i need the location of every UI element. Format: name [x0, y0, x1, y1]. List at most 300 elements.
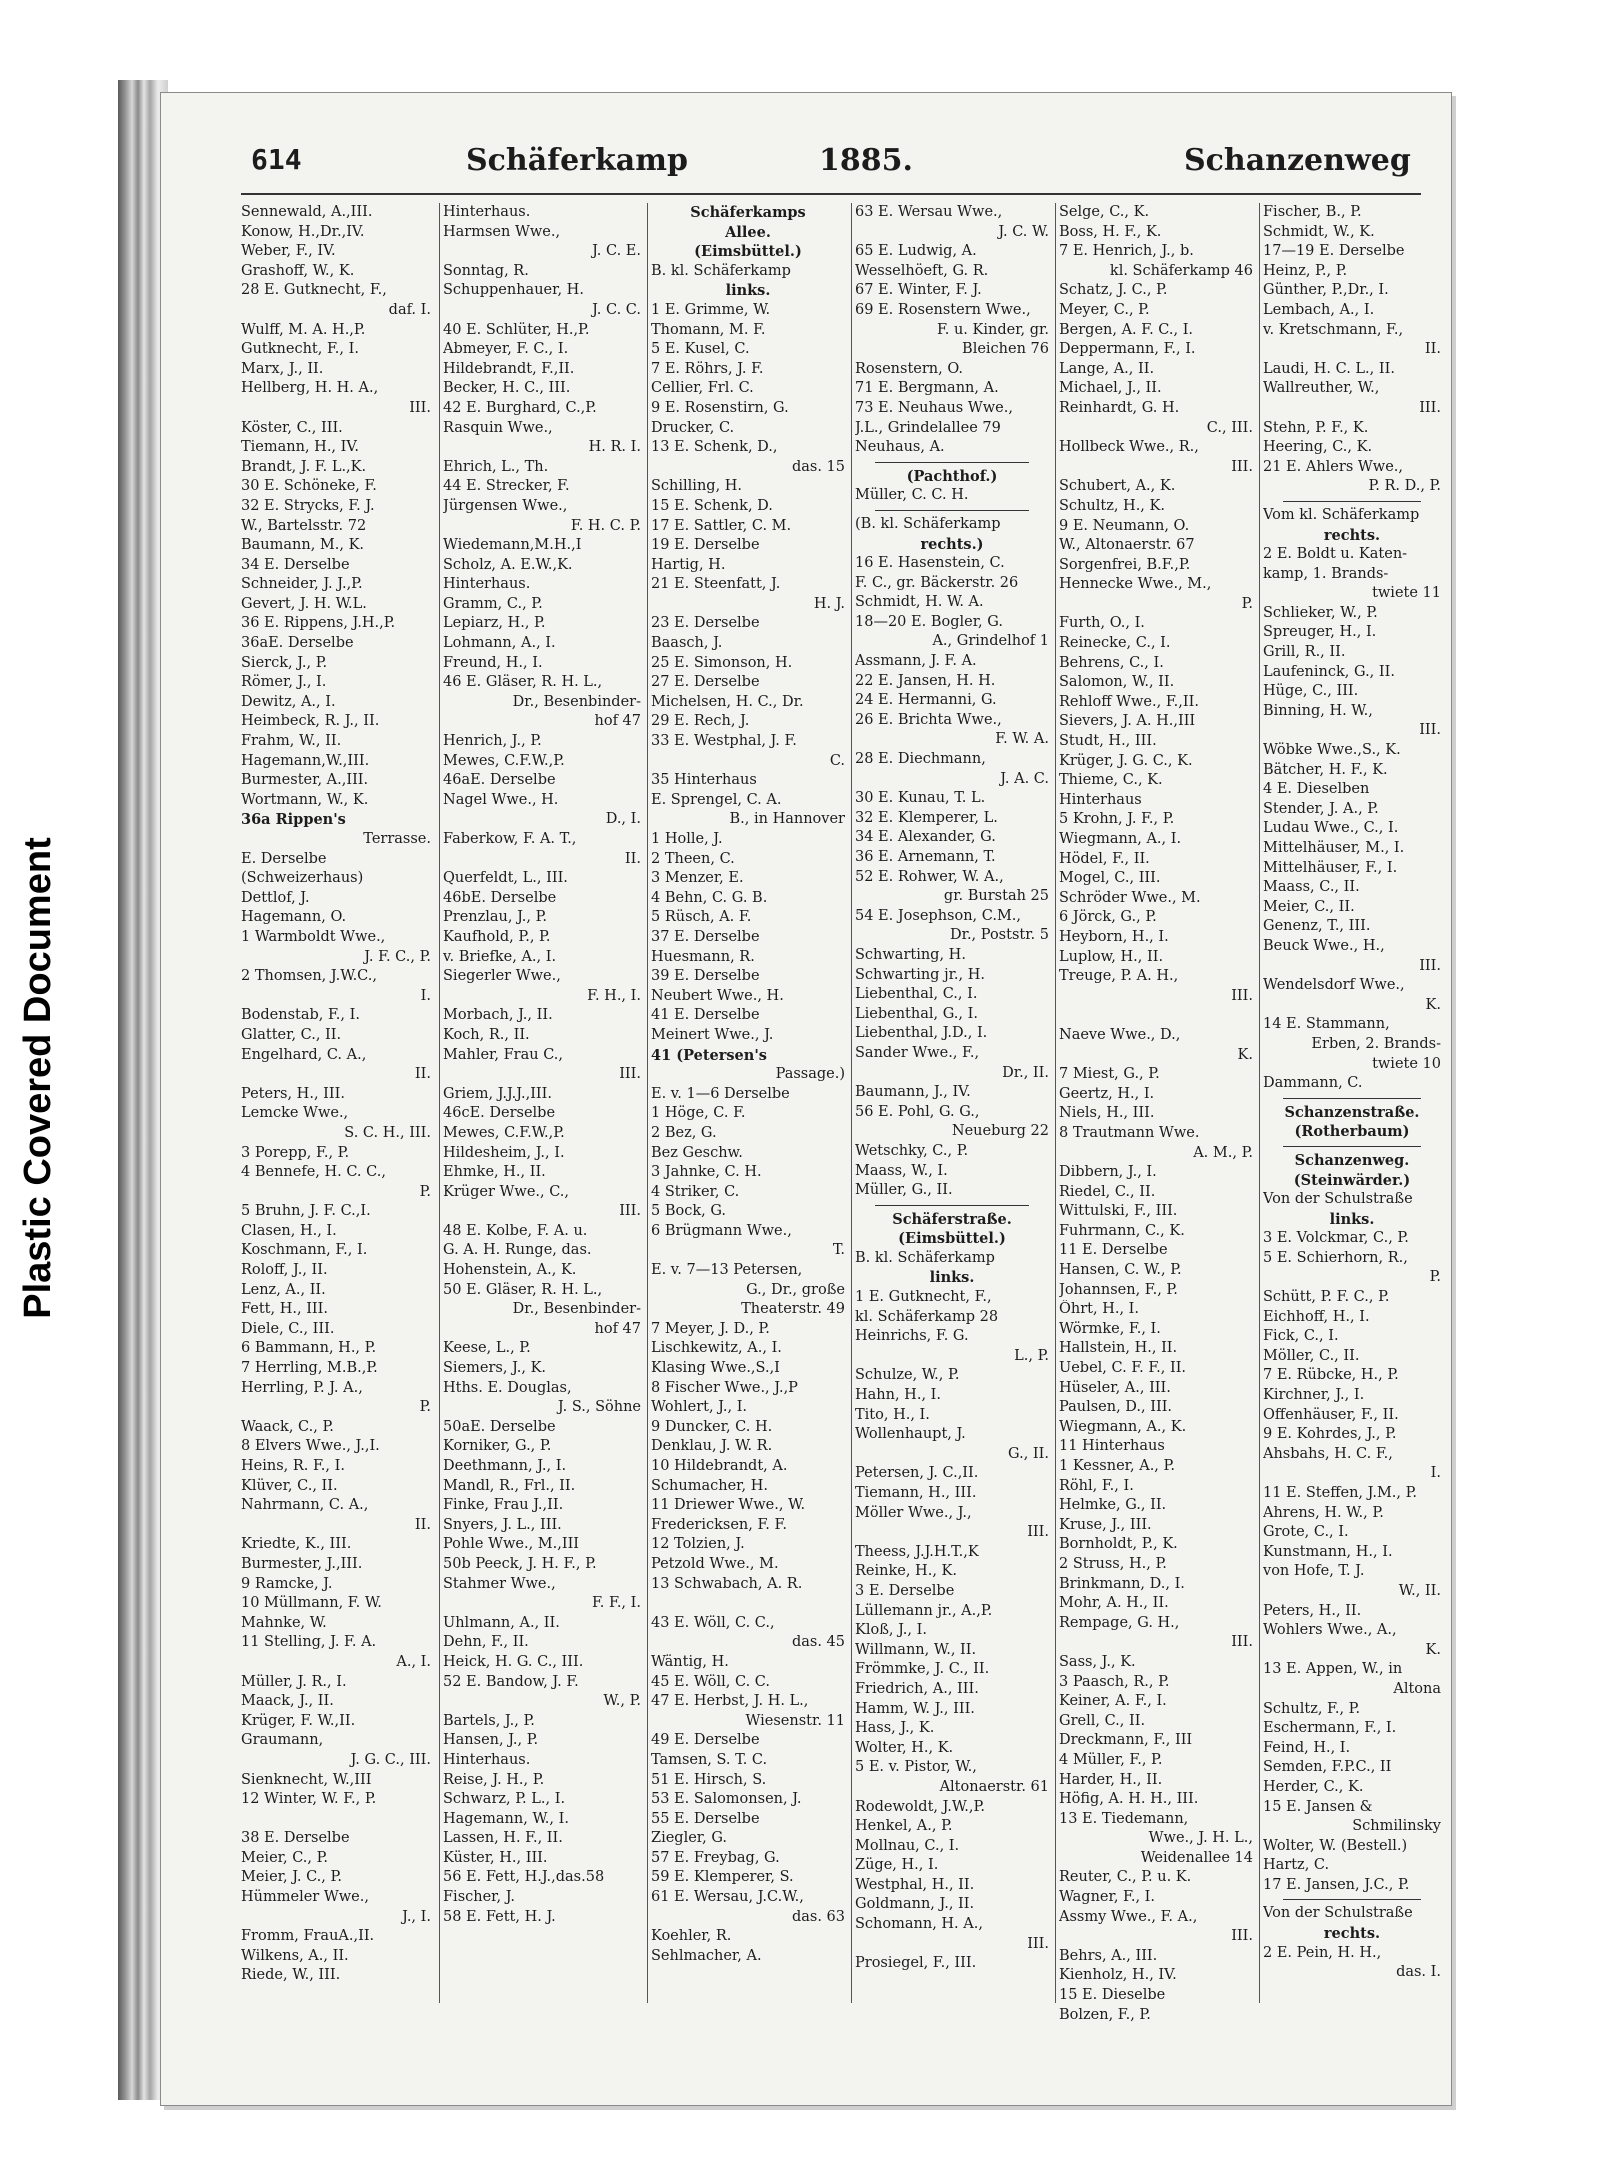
directory-entry: Fromm, FrauA.,II. [241, 1928, 375, 1945]
directory-entry: Weidenallee 14 [1140, 1849, 1253, 1866]
directory-entry: Michelsen, H. C., Dr. [651, 693, 804, 710]
directory-entry: Koschmann, F., I. [241, 1242, 368, 1259]
directory-entry: 47 E. Herbst, J. H. L., [651, 1693, 809, 1710]
directory-entry: Niels, H., III. [1059, 1105, 1155, 1122]
directory-entry: Züge, H., I. [855, 1857, 939, 1874]
directory-entry: 3 Menzer, E. [651, 870, 744, 887]
directory-entry: 46aE. Derselbe [443, 772, 556, 789]
directory-entry: Stahmer Wwe., [443, 1575, 556, 1592]
directory-entry: Drucker, C. [651, 419, 735, 436]
directory-entry: Schmidt, H. W. A. [855, 594, 984, 611]
directory-entry: 1 Höge, C. F. [651, 1105, 746, 1122]
directory-entry: H. R. I. [588, 439, 641, 456]
directory-entry: W., P. [603, 1693, 641, 1710]
directory-entry: III. [1419, 722, 1441, 739]
directory-entry: Jürgensen Wwe., [443, 497, 568, 514]
directory-entry: III. [619, 1066, 641, 1083]
directory-entry: 50aE. Derselbe [443, 1418, 556, 1435]
directory-entry: Ahrens, H. W., P. [1263, 1504, 1384, 1521]
directory-entry: 46cE. Derselbe [443, 1105, 556, 1122]
directory-entry: Genenz, T., III. [1263, 918, 1371, 935]
directory-entry: G. A. H. Runge, das. [443, 1242, 592, 1259]
directory-entry: Lepiarz, H., P. [443, 615, 546, 632]
directory-entry: Friedrich, A., III. [855, 1680, 979, 1697]
directory-entry: Wohlers Wwe., A., [1263, 1622, 1397, 1639]
directory-entry: K. [1425, 1641, 1441, 1658]
directory-column-6 [1263, 203, 1441, 2055]
directory-entry: Boss, H. F., K. [1059, 223, 1162, 240]
directory-entry: P. [1429, 1269, 1441, 1286]
directory-entry: Finke, Frau J.,II. [443, 1497, 564, 1514]
directory-entry: 17 E. Jansen, J.C., P. [1263, 1876, 1410, 1893]
directory-entry: Maass, C., II. [1263, 879, 1360, 896]
directory-entry: Thomann, M. F. [651, 321, 766, 338]
directory-entry: P. R. D., P. [1368, 478, 1441, 495]
directory-entry: Lembach, A., I. [1263, 301, 1375, 318]
directory-entry: Wendelsdorf Wwe., [1263, 977, 1405, 994]
directory-entry: 51 E. Hirsch, S. [651, 1771, 767, 1788]
directory-entry: Gevert, J. H. W.L. [241, 595, 367, 612]
directory-entry: Hass, J., K. [855, 1720, 935, 1737]
directory-entry: Wörmke, F., I. [1059, 1320, 1161, 1337]
directory-entry: 23 E. Derselbe [651, 615, 760, 632]
directory-entry: 1 E. Gutknecht, F., [855, 1289, 992, 1306]
directory-entry: Brinkmann, D., I. [1059, 1575, 1185, 1592]
directory-entry: Hennecke Wwe., M., [1059, 576, 1212, 593]
directory-entry: 8 Elvers Wwe., J.,I. [241, 1438, 380, 1455]
directory-entry: Clasen, H., I. [241, 1222, 337, 1239]
directory-entry: Hinterhaus. [443, 204, 531, 220]
directory-entry: Hümmeler Wwe., [241, 1889, 369, 1906]
directory-entry: 30 E. Schöneke, F. [241, 478, 377, 495]
directory-entry: hof 47 [594, 1320, 641, 1337]
directory-entry: Altona [1393, 1680, 1441, 1697]
header-rule [241, 193, 1421, 195]
directory-entry: 53 E. Salomonsen, J. [651, 1791, 802, 1808]
directory-entry: Bez Geschw. [651, 1144, 743, 1161]
directory-entry: Hansen, J., P. [443, 1732, 539, 1749]
directory-entry: 12 Tolzien, J. [651, 1536, 745, 1553]
directory-entry: Geertz, H., I. [1059, 1085, 1155, 1102]
directory-entry: Sorgenfrei, B.F.,P. [1059, 556, 1191, 573]
section-heading: Schanzenstraße. [1284, 1103, 1420, 1121]
directory-entry: Lange, A., II. [1059, 360, 1155, 377]
directory-entry: 4 Behn, C. G. B. [651, 889, 768, 906]
directory-entry: Möller Wwe., J., [855, 1504, 972, 1521]
directory-entry: F. H. C. P. [570, 517, 641, 534]
directory-entry: J. C. E. [592, 243, 641, 260]
directory-entry: 7 E. Henrich, J., b. [1059, 243, 1194, 260]
directory-entry: 7 Meyer, J. D., P. [651, 1320, 770, 1337]
directory-entry: Heimbeck, R. J., II. [241, 713, 380, 730]
directory-entry: 13 E. Schenk, D., [651, 439, 778, 456]
directory-entry: B. kl. Schäferkamp [855, 1249, 995, 1266]
directory-entry: Wilkens, A., II. [241, 1947, 349, 1964]
directory-entry: Griem, J.J.J.,III. [443, 1085, 552, 1102]
directory-entry: 7 E. Röhrs, J. F. [651, 360, 764, 377]
directory-entry: Schilling, H. [651, 478, 743, 495]
directory-entry: Hohenstein, A., K. [443, 1262, 577, 1279]
directory-entry: Schatz, J. C., P. [1059, 282, 1168, 299]
directory-entry: 39 E. Derselbe [651, 968, 760, 985]
directory-entry: Wittulski, F., III. [1059, 1203, 1178, 1220]
directory-entry: Reinecke, C., I. [1059, 635, 1171, 652]
directory-entry: F. u. Kinder, gr. [936, 321, 1049, 338]
directory-entry: Maack, J., II. [241, 1693, 334, 1710]
directory-entry: III. [1419, 399, 1441, 416]
directory-entry: 56 E. Pohl, G. G., [855, 1103, 980, 1120]
directory-entry: Hildesheim, J., I. [443, 1144, 565, 1161]
section-heading: links. [1329, 1210, 1375, 1228]
directory-entry: 52 E. Rohwer, W. A., [855, 868, 1004, 885]
directory-entry: 9 E. Neumann, O. [1059, 517, 1190, 534]
directory-entry: Querfeldt, L., III. [443, 870, 568, 887]
directory-entry: Engelhard, C. A., [241, 1046, 367, 1063]
directory-entry: 27 E. Derselbe [651, 674, 760, 691]
directory-entry: 1 E. Grimme, W. [651, 301, 771, 318]
directory-entry: Grill, R., II. [1263, 644, 1346, 661]
directory-column-2 [443, 203, 641, 2055]
directory-entry: Weber, F., IV. [241, 243, 336, 260]
directory-entry: Meier, C., P. [241, 1849, 329, 1866]
directory-entry: 12 Winter, W. F., P. [241, 1791, 377, 1808]
column-divider [439, 203, 440, 2003]
directory-entry: Furth, O., I. [1059, 615, 1145, 632]
directory-entry: Hallstein, H., II. [1059, 1340, 1178, 1357]
directory-entry: Eschermann, F., I. [1263, 1720, 1397, 1737]
directory-entry: 49 E. Derselbe [651, 1732, 760, 1749]
directory-entry: 14 E. Stammann, [1263, 1016, 1390, 1033]
directory-entry: Vom kl. Schäferkamp [1263, 506, 1420, 523]
directory-entry: Rodewoldt, J.W.,P. [855, 1798, 985, 1815]
directory-entry: Dehn, F., II. [443, 1634, 529, 1651]
directory-entry: Schütt, P. F. C., P. [1263, 1289, 1390, 1306]
column-divider [647, 203, 648, 2003]
directory-entry: Deppermann, F., I. [1059, 341, 1196, 358]
directory-entry: 34 E. Derselbe [241, 556, 350, 573]
directory-entry: Mahler, Frau C., [443, 1046, 563, 1063]
directory-entry: 50b Peeck, J. H. F., P. [443, 1555, 597, 1572]
directory-entry: Hinterhaus [1059, 791, 1142, 808]
directory-entry: hof 47 [594, 713, 641, 730]
section-separator [1283, 1899, 1421, 1900]
directory-entry: kamp, 1. Brands- [1263, 565, 1389, 582]
directory-entry: Schulze, W., P. [855, 1367, 960, 1384]
directory-entry: Heering, C., K. [1263, 439, 1373, 456]
directory-entry: Stehn, P. F., K. [1263, 419, 1369, 436]
directory-entry: Liebenthal, G., I. [855, 1005, 978, 1022]
directory-entry: Mittelhäuser, M., I. [1263, 840, 1405, 856]
directory-entry: L., P. [1014, 1347, 1049, 1364]
directory-entry: Rasquin Wwe., [443, 419, 553, 436]
directory-entry: Grashoff, W., K. [241, 262, 355, 279]
directory-entry: Lemcke Wwe., [241, 1105, 349, 1122]
directory-entry: 13 E. Appen, W., in [1263, 1661, 1403, 1678]
directory-entry: Westphal, H., II. [855, 1876, 975, 1893]
directory-entry: 16 E. Hasenstein, C. [855, 555, 1005, 572]
section-heading: rechts. [1323, 526, 1381, 544]
directory-entry: 4 Striker, C. [651, 1183, 740, 1200]
directory-entry: 45 E. Wöll, C. C. [651, 1673, 770, 1690]
directory-entry: II. [624, 850, 641, 867]
directory-entry: Neueburg 22 [951, 1123, 1049, 1140]
directory-entry: Ehrich, L., Th. [443, 458, 549, 475]
directory-entry: 7 Miest, G., P. [1059, 1066, 1160, 1083]
section-heading: (Steinwärder.) [1293, 1171, 1411, 1189]
directory-entry: Peters, H., II. [1263, 1602, 1362, 1619]
directory-entry: 59 E. Klemperer, S. [651, 1869, 794, 1886]
directory-entry: Peters, H., III. [241, 1085, 345, 1102]
directory-entry: Hüseler, A., III. [1059, 1379, 1171, 1396]
section-separator [875, 462, 1029, 463]
directory-column-1 [241, 203, 431, 2055]
directory-entry: 32 E. Klemperer, L. [855, 809, 998, 826]
directory-entry: Meier, C., II. [1263, 898, 1355, 915]
directory-entry: 9 Ramcke, J. [241, 1575, 333, 1592]
directory-entry: Reuter, C., P. u. K. [1059, 1869, 1192, 1886]
directory-entry: Bleichen 76 [962, 341, 1049, 358]
directory-entry: Hinterhaus. [443, 576, 531, 593]
directory-entry: 13 Schwabach, A. R. [651, 1575, 803, 1592]
directory-entry: Maass, W., I. [855, 1162, 948, 1179]
directory-entry: 44 E. Strecker, F. [443, 478, 570, 495]
directory-entry: Kaufhold, P., P. [443, 928, 551, 945]
directory-entry: 46 E. Gläser, R. H. L., [443, 674, 603, 691]
directory-entry: Schultz, F., P. [1263, 1700, 1361, 1717]
directory-entry: 2 Thomsen, J.W.C., [241, 968, 377, 985]
directory-entry: Hüge, C., III. [1263, 683, 1359, 700]
directory-entry: 26 E. Brichta Wwe., [855, 711, 1002, 728]
directory-entry: II. [1424, 341, 1441, 358]
directory-entry: Eichhoff, H., I. [1263, 1308, 1370, 1325]
section-heading: rechts. [1323, 1925, 1381, 1943]
directory-entry: 10 Hildebrandt, A. [651, 1458, 788, 1474]
directory-entry: III. [1027, 1935, 1049, 1952]
directory-entry: 11 E. Steffen, J.M., P. [1263, 1485, 1418, 1501]
section-heading: Schäferstraße. [892, 1210, 1012, 1228]
directory-entry: Heinrichs, F. G. [855, 1328, 969, 1345]
directory-entry: Hahn, H., I. [855, 1387, 941, 1404]
directory-entry: Krüger, F. W.,II. [241, 1712, 356, 1729]
directory-entry: 32 E. Strycks, F. J. [241, 497, 375, 514]
directory-entry: von Hofe, T. J. [1263, 1563, 1365, 1580]
directory-entry: III. [1419, 957, 1441, 974]
directory-entry: Brandt, J. F. L.,K. [241, 458, 367, 475]
directory-entry: das. I. [1396, 1964, 1441, 1981]
directory-entry: Lohmann, A., I. [443, 635, 556, 652]
directory-entry: Fett, H., III. [241, 1301, 328, 1318]
directory-entry: E. Sprengel, C. A. [651, 791, 782, 808]
directory-entry: Hamm, W. J., III. [855, 1700, 975, 1717]
directory-entry: Treuge, P. A. H., [1059, 968, 1179, 985]
directory-entry: Wagner, F., I. [1059, 1889, 1156, 1906]
directory-entry: 5 E. v. Pistor, W., [855, 1759, 977, 1776]
directory-entry: Schuppenhauer, H. [443, 282, 584, 299]
directory-entry: Von der Schulstraße [1263, 1191, 1413, 1208]
directory-entry: Sienknecht, W.,III [241, 1771, 372, 1788]
directory-entry: Hths. E. Douglas, [443, 1379, 572, 1396]
directory-entry: Reinhardt, G. H. [1059, 399, 1180, 416]
directory-entry: K. [1237, 1046, 1253, 1063]
directory-entry: C. [829, 752, 845, 769]
directory-entry: Baumann, M., K. [241, 537, 365, 554]
section-heading: (Pachthof.) [906, 467, 998, 485]
directory-entry: 2 E. Pein, H. H., [1263, 1944, 1382, 1961]
directory-entry: 5 Rüsch, A. F. [651, 909, 752, 926]
directory-entry: Roloff, J., II. [241, 1262, 328, 1279]
directory-entry: Tiemann, H., III. [855, 1485, 977, 1501]
directory-entry: das. 15 [791, 458, 845, 475]
directory-entry: II. [414, 1516, 431, 1533]
directory-entry: kl. Schäferkamp 28 [855, 1308, 999, 1325]
directory-entry: Frömmke, J. C., II. [855, 1661, 990, 1678]
directory-entry: III. [1027, 1524, 1049, 1541]
directory-entry: Schmilinsky [1352, 1818, 1441, 1835]
directory-entry: 6 Brügmann Wwe., [651, 1222, 792, 1239]
directory-entry: Theess, J.J.H.T.,K [855, 1543, 979, 1560]
directory-entry: Tito, H., I. [855, 1406, 930, 1423]
directory-entry: (B. kl. Schäferkamp [855, 515, 1001, 532]
directory-entry: Tamsen, S. T. C. [651, 1751, 768, 1768]
directory-entry: Assmy Wwe., F. A., [1059, 1908, 1198, 1925]
directory-entry: Sehlmacher, A. [651, 1947, 762, 1964]
directory-entry: Prenzlau, J., P. [443, 909, 548, 926]
directory-entry: Küster, H., III. [443, 1849, 548, 1866]
directory-entry: J. C. C. [592, 301, 641, 318]
directory-entry: Altonaerstr. 61 [939, 1778, 1049, 1795]
directory-entry: 2 Bez, G. [651, 1124, 717, 1141]
directory-entry: Von der Schulstraße [1263, 1905, 1413, 1922]
directory-entry: J. G. C., III. [350, 1751, 431, 1768]
directory-entry: G., Dr., große [746, 1281, 845, 1298]
directory-entry: Burmester, A.,III. [241, 772, 369, 789]
directory-entry: Hagemann,W.,III. [241, 752, 370, 769]
directory-entry: 38 E. Derselbe [241, 1830, 350, 1847]
directory-entry: 4 Müller, F., P. [1059, 1751, 1163, 1768]
directory-entry: Diele, C., III. [241, 1320, 335, 1337]
directory-entry: 21 E. Steenfatt, J. [651, 576, 781, 593]
directory-entry: Rempage, G. H., [1059, 1614, 1180, 1631]
directory-entry: 1 Holle, J. [651, 831, 723, 847]
section-separator [875, 1205, 1029, 1206]
directory-entry: W., Bartelsstr. 72 [241, 517, 367, 534]
directory-entry: 30 E. Kunau, T. L. [855, 790, 986, 807]
directory-entry: Neubert Wwe., H. [651, 987, 784, 1004]
directory-entry: 25 E. Simonson, H. [651, 654, 793, 671]
directory-entry: 5 E. Schierhorn, R., [1263, 1249, 1408, 1266]
directory-entry: Höfig, A. H. H., III. [1059, 1791, 1199, 1808]
directory-entry: 4 Bennefe, H. C. C., [241, 1164, 386, 1181]
directory-entry: Wolter, H., K. [855, 1739, 954, 1756]
directory-entry: III. [1231, 1928, 1253, 1945]
directory-entry: 3 E. Derselbe [855, 1582, 955, 1599]
directory-entry: W., II. [1398, 1582, 1441, 1599]
directory-entry: Snyers, J. L., III. [443, 1516, 562, 1533]
directory-entry: P. [1241, 595, 1253, 612]
directory-entry: Glatter, C., II. [241, 1026, 342, 1043]
section-separator [1283, 501, 1421, 502]
directory-entry: Petersen, J. C.,II. [855, 1465, 979, 1482]
directory-entry: Mohr, A. H., II. [1059, 1595, 1169, 1612]
directory-entry: gr. Burstah 25 [943, 888, 1049, 905]
directory-entry: Bergen, A. F. C., I. [1059, 321, 1194, 338]
directory-entry: Bornholdt, P., K. [1059, 1536, 1178, 1553]
directory-entry: 52 E. Bandow, J. F. [443, 1673, 579, 1690]
directory-entry: Scholz, A. E.W.,K. [443, 556, 573, 573]
directory-entry: Luplow, H., II. [1059, 948, 1164, 965]
directory-entry: 54 E. Josephson, C.M., [855, 907, 1022, 924]
directory-entry: Meinert Wwe., J. [651, 1026, 774, 1043]
directory-entry: Hödel, F., II. [1059, 850, 1150, 867]
directory-entry: Lenz, A., II. [241, 1281, 326, 1298]
directory-entry: Rosenstern, O. [855, 360, 963, 377]
directory-entry: III. [1231, 987, 1253, 1004]
directory-entry: 15 E. Jansen & [1263, 1798, 1373, 1815]
section-separator [875, 510, 1029, 511]
directory-entry: Mahnke, W. [241, 1614, 327, 1631]
directory-entry: Möller, C., II. [1263, 1347, 1360, 1364]
directory-entry: Ziegler, G. [651, 1830, 728, 1847]
directory-entry: Dibbern, J., I. [1059, 1164, 1157, 1181]
directory-entry: 17 E. Sattler, C. M. [651, 517, 792, 534]
directory-entry: Lassen, H. F., II. [443, 1830, 563, 1847]
directory-entry: III. [619, 1203, 641, 1220]
directory-entry: Goldmann, J., II. [855, 1896, 975, 1913]
directory-entry: 46bE. Derselbe [443, 889, 557, 906]
directory-entry: daf. I. [388, 301, 431, 318]
directory-entry: Marx, J., II. [241, 360, 324, 377]
section-heading: links. [929, 1269, 975, 1287]
directory-entry: Hildebrandt, F.,II. [443, 360, 575, 377]
directory-entry: D., I. [605, 811, 641, 828]
year-heading: 1885. [819, 143, 913, 178]
directory-entry: Nagel Wwe., H. [443, 791, 559, 808]
section-separator [1283, 1146, 1421, 1147]
section-heading: (Eimsbüttel.) [898, 1230, 1006, 1248]
directory-entry: Meier, J. C., P. [241, 1869, 342, 1886]
column-divider [851, 203, 852, 2003]
directory-entry: Dettlof, J. [241, 889, 310, 906]
directory-entry: Henkel, A., P. [855, 1818, 953, 1835]
directory-entry: K. [1425, 996, 1441, 1013]
column-divider [1259, 203, 1260, 2003]
directory-entry: Günther, P.,Dr., I. [1263, 282, 1389, 299]
directory-entry: Schneider, J. J.,P. [241, 576, 363, 593]
directory-entry: kl. Schäferkamp 46 [1109, 262, 1253, 279]
column-divider [1055, 203, 1056, 2003]
page-number: 614 [251, 143, 302, 176]
directory-entry: 33 E. Westphal, J. F. [651, 733, 797, 750]
directory-entry: Johannsen, F., P. [1059, 1281, 1178, 1298]
directory-entry: Herrling, P. J. A., [241, 1379, 363, 1396]
directory-entry: G., II. [1008, 1445, 1049, 1462]
directory-entry: 73 E. Neuhaus Wwe., [855, 399, 1013, 416]
directory-entry: Liebenthal, C., I. [855, 986, 978, 1003]
directory-entry: Kirchner, J., I. [1263, 1387, 1365, 1404]
directory-entry: Riedel, C., II. [1059, 1183, 1156, 1200]
section-heading: links. [725, 282, 771, 300]
directory-entry: 2 Theen, C. [651, 850, 735, 867]
directory-entry: Wiegmann, A., K. [1059, 1418, 1187, 1435]
directory-entry: 41 (Petersen's [651, 1046, 767, 1064]
directory-entry: 11 E. Derselbe [1059, 1242, 1168, 1259]
directory-entry: Rehloff Wwe., F.,II. [1059, 693, 1199, 710]
directory-entry: Gramm, C., P. [443, 595, 543, 612]
directory-entry: 3 Paasch, R., P. [1059, 1673, 1170, 1690]
directory-entry: Schlieker, W., P. [1263, 604, 1378, 621]
directory-entry: Deethmann, J., I. [443, 1458, 567, 1474]
directory-entry: 40 E. Schlüter, H.,P. [443, 321, 590, 338]
